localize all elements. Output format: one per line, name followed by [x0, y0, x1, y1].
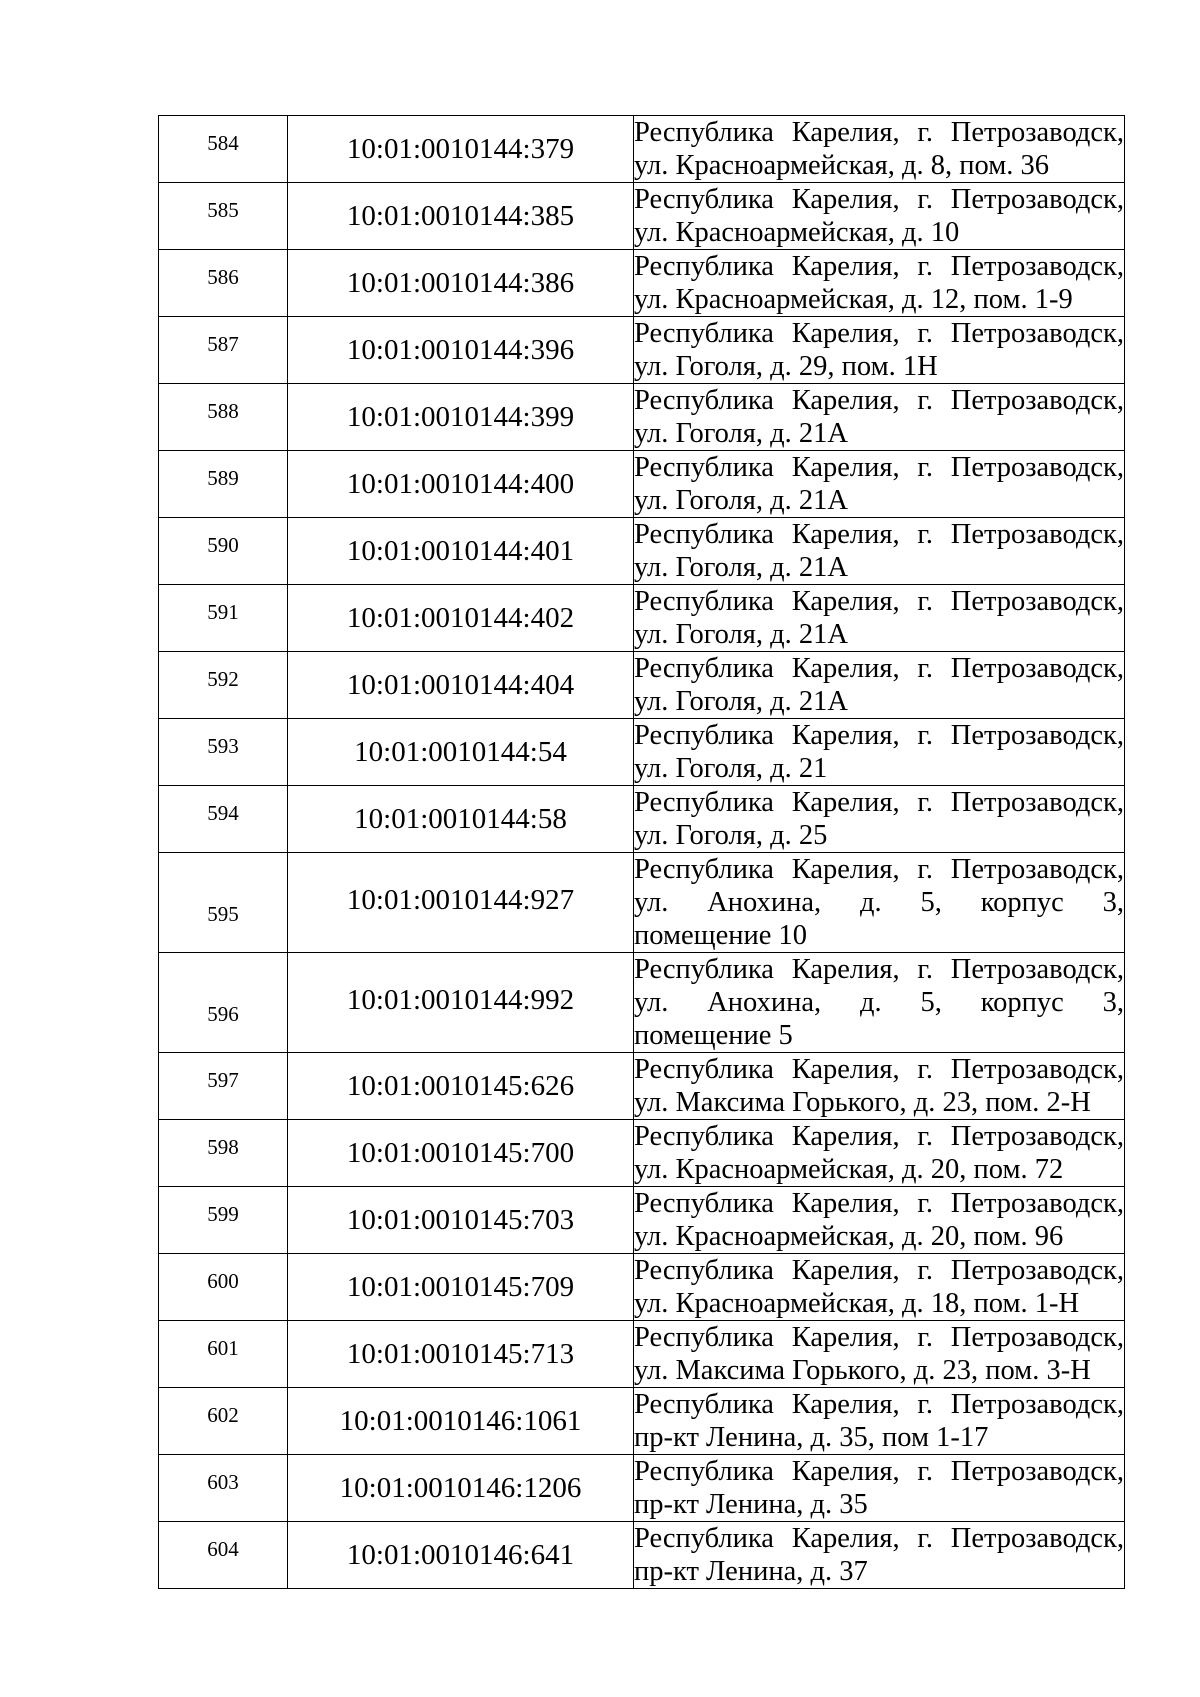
address-line: Республика Карелия, г. Петрозаводск, — [634, 1255, 1124, 1286]
row-number-cell — [159, 250, 288, 317]
row-number: 600 — [207, 1268, 239, 1293]
address-cell — [634, 1053, 1125, 1120]
address-line: помещение 10 — [634, 920, 808, 951]
cadastral-number-cell — [288, 183, 634, 250]
row-number: 599 — [207, 1201, 239, 1226]
address-line: Республика Карелия, г. Петрозаводск, — [634, 1188, 1124, 1219]
cadastral-number: 10:01:0010146:1206 — [339, 1471, 582, 1504]
cadastral-number: 10:01:0010144:927 — [346, 884, 575, 916]
address-cell — [634, 1187, 1125, 1254]
row-number: 595 — [207, 902, 239, 926]
cadastral-number-cell — [288, 585, 634, 652]
row-number-cell — [159, 1120, 288, 1187]
address-cell — [634, 1455, 1125, 1522]
address-line: ул. Гоголя, д. 21А — [634, 619, 848, 650]
cadastral-number-cell — [288, 786, 634, 853]
cadastral-number-cell — [288, 719, 634, 786]
table-row — [159, 1455, 1125, 1522]
address-cell — [634, 585, 1125, 652]
address-line: ул. Гоголя, д. 25 — [634, 820, 828, 851]
cadastral-number-cell — [288, 1388, 634, 1455]
row-number-cell — [159, 786, 288, 853]
row-number-cell — [159, 1455, 288, 1522]
address-line: Республика Карелия, г. Петрозаводск, — [634, 787, 1124, 818]
address-line: ул. Гоголя, д. 21А — [634, 552, 848, 583]
address-line: Республика Карелия, г. Петрозаводск, — [634, 385, 1124, 416]
row-number-cell — [159, 518, 288, 585]
address-cell — [634, 652, 1125, 719]
row-number-cell — [159, 451, 288, 518]
row-number: 587 — [207, 331, 239, 356]
table-row — [159, 183, 1125, 250]
cadastral-number-cell — [288, 1455, 634, 1522]
address-line: ул. Максима Горького, д. 23, пом. 3-Н — [634, 1355, 1091, 1386]
address-line: пр-кт Ленина, д. 35 — [634, 1489, 868, 1520]
row-number-cell — [159, 317, 288, 384]
address-line: пр-кт Ленина, д. 35, пом 1-17 — [634, 1422, 989, 1453]
address-cell — [634, 384, 1125, 451]
row-number: 593 — [207, 733, 239, 758]
table-row — [159, 719, 1125, 786]
row-number-cell — [159, 1187, 288, 1254]
address-line: ул. Красноармейская, д. 12, пом. 1-9 — [634, 284, 1073, 315]
row-number: 603 — [207, 1469, 239, 1494]
cadastral-number: 10:01:0010144:400 — [346, 467, 575, 500]
row-number-cell — [159, 953, 288, 1053]
cadastral-number: 10:01:0010144:399 — [346, 400, 575, 433]
row-number: 597 — [207, 1067, 239, 1092]
address-line: ул. Гоголя, д. 21А — [634, 418, 848, 449]
address-cell — [634, 1254, 1125, 1321]
address-line: Республика Карелия, г. Петрозаводск, — [634, 184, 1124, 215]
cadastral-number-cell — [288, 1522, 634, 1589]
row-number: 590 — [207, 532, 239, 557]
row-number: 598 — [207, 1134, 239, 1159]
cadastral-number: 10:01:0010144:385 — [346, 199, 575, 232]
row-number-cell — [159, 1254, 288, 1321]
address-line: ул. Гоголя, д. 29, пом. 1Н — [634, 351, 938, 382]
address-line: Республика Карелия, г. Петрозаводск, — [634, 720, 1124, 751]
address-cell — [634, 317, 1125, 384]
address-line: Республика Карелия, г. Петрозаводск, — [634, 519, 1124, 550]
cadastral-number-cell — [288, 1321, 634, 1388]
cadastral-number: 10:01:0010144:396 — [346, 333, 575, 366]
address-cell — [634, 116, 1125, 183]
address-line: ул. Красноармейская, д. 10 — [634, 217, 960, 248]
cadastral-number-cell — [288, 953, 634, 1053]
address-cell — [634, 451, 1125, 518]
address-line: Республика Карелия, г. Петрозаводск, — [634, 1456, 1124, 1487]
row-number-cell — [159, 585, 288, 652]
cadastral-number: 10:01:0010144:54 — [354, 735, 567, 768]
address-line: Республика Карелия, г. Петрозаводск, — [634, 1054, 1124, 1085]
address-cell — [634, 853, 1125, 953]
address-cell — [634, 1388, 1125, 1455]
table-row — [159, 1321, 1125, 1388]
table-row — [159, 1254, 1125, 1321]
cadastral-number: 10:01:0010144:992 — [346, 984, 575, 1016]
table-row — [159, 518, 1125, 585]
row-number-cell — [159, 384, 288, 451]
table-row — [159, 585, 1125, 652]
table-row — [159, 1187, 1125, 1254]
table-row — [159, 384, 1125, 451]
cadastral-number-cell — [288, 1120, 634, 1187]
address-line: Республика Карелия, г. Петрозаводск, — [634, 954, 1124, 985]
address-line: Республика Карелия, г. Петрозаводск, — [634, 586, 1124, 617]
cadastral-number: 10:01:0010144:386 — [346, 266, 575, 299]
row-number: 596 — [207, 1002, 239, 1026]
address-cell — [634, 953, 1125, 1053]
row-number-cell — [159, 1321, 288, 1388]
address-cell — [634, 786, 1125, 853]
cadastral-number-cell — [288, 317, 634, 384]
row-number-cell — [159, 183, 288, 250]
address-line: ул. Анохина, д. 5, корпус 3, — [634, 887, 1124, 918]
row-number-cell — [159, 719, 288, 786]
address-line: ул. Анохина, д. 5, корпус 3, — [634, 987, 1124, 1018]
address-line: Республика Карелия, г. Петрозаводск, — [634, 653, 1124, 684]
address-line: ул. Гоголя, д. 21А — [634, 686, 848, 717]
cadastral-number: 10:01:0010144:58 — [354, 802, 567, 835]
cadastral-number: 10:01:0010145:713 — [346, 1337, 575, 1370]
table-body — [159, 116, 1125, 1589]
row-number-cell — [159, 1388, 288, 1455]
address-line: ул. Красноармейская, д. 18, пом. 1-Н — [634, 1288, 1080, 1319]
row-number: 588 — [207, 398, 239, 423]
address-line: ул. Красноармейская, д. 20, пом. 96 — [634, 1221, 1064, 1252]
address-line: ул. Гоголя, д. 21 — [634, 753, 828, 784]
row-number: 602 — [207, 1402, 239, 1427]
address-line: Республика Карелия, г. Петрозаводск, — [634, 1322, 1124, 1353]
table-row — [159, 1522, 1125, 1589]
address-line: пр-кт Ленина, д. 37 — [634, 1556, 868, 1587]
table-row — [159, 250, 1125, 317]
row-number: 591 — [207, 599, 239, 624]
property-table — [158, 115, 1125, 1589]
address-line: Республика Карелия, г. Петрозаводск, — [634, 452, 1124, 483]
row-number: 604 — [207, 1536, 239, 1561]
address-line: ул. Красноармейская, д. 20, пом. 72 — [634, 1154, 1064, 1185]
table-row — [159, 853, 1125, 953]
table-row — [159, 1388, 1125, 1455]
address-cell — [634, 183, 1125, 250]
row-number-cell — [159, 116, 288, 183]
cadastral-number: 10:01:0010144:401 — [346, 534, 575, 567]
cadastral-number-cell — [288, 652, 634, 719]
table-row — [159, 317, 1125, 384]
cadastral-number-cell — [288, 1187, 634, 1254]
cadastral-number: 10:01:0010144:379 — [346, 132, 575, 165]
cadastral-number-cell — [288, 250, 634, 317]
address-line: помещение 5 — [634, 1020, 793, 1051]
table-row — [159, 1120, 1125, 1187]
table-row — [159, 786, 1125, 853]
row-number: 584 — [207, 130, 239, 155]
table-row — [159, 451, 1125, 518]
address-cell — [634, 518, 1125, 585]
address-cell — [634, 1120, 1125, 1187]
cadastral-number: 10:01:0010144:402 — [346, 601, 575, 634]
cadastral-number-cell — [288, 384, 634, 451]
address-line: ул. Красноармейская, д. 8, пом. 36 — [634, 150, 1050, 181]
address-line: Республика Карелия, г. Петрозаводск, — [634, 117, 1124, 148]
row-number-cell — [159, 652, 288, 719]
row-number-cell — [159, 853, 288, 953]
row-number: 589 — [207, 465, 239, 490]
table-row — [159, 953, 1125, 1053]
row-number: 592 — [207, 666, 239, 691]
cadastral-number: 10:01:0010145:703 — [346, 1203, 575, 1236]
row-number-cell — [159, 1053, 288, 1120]
cadastral-number-cell — [288, 116, 634, 183]
table-row — [159, 652, 1125, 719]
address-line: Республика Карелия, г. Петрозаводск, — [634, 318, 1124, 349]
cadastral-number-cell — [288, 853, 634, 953]
address-cell — [634, 1321, 1125, 1388]
cadastral-number: 10:01:0010146:641 — [346, 1538, 575, 1571]
row-number-cell — [159, 1522, 288, 1589]
cadastral-number: 10:01:0010146:1061 — [339, 1404, 582, 1437]
cadastral-number-cell — [288, 518, 634, 585]
address-line: Республика Карелия, г. Петрозаводск, — [634, 1389, 1124, 1420]
address-line: ул. Гоголя, д. 21А — [634, 485, 848, 516]
address-cell — [634, 250, 1125, 317]
address-line: Республика Карелия, г. Петрозаводск, — [634, 251, 1124, 282]
cadastral-number: 10:01:0010145:700 — [346, 1136, 575, 1169]
address-line: ул. Максима Горького, д. 23, пом. 2-Н — [634, 1087, 1091, 1118]
cadastral-number-cell — [288, 451, 634, 518]
row-number: 594 — [207, 800, 239, 825]
row-number: 585 — [207, 197, 239, 222]
cadastral-number: 10:01:0010145:709 — [346, 1270, 575, 1303]
cadastral-number: 10:01:0010145:626 — [346, 1069, 575, 1102]
address-line: Республика Карелия, г. Петрозаводск, — [634, 1523, 1124, 1554]
cadastral-number: 10:01:0010144:404 — [346, 668, 575, 701]
address-cell — [634, 1522, 1125, 1589]
address-line: Республика Карелия, г. Петрозаводск, — [634, 1121, 1124, 1152]
cadastral-number-cell — [288, 1053, 634, 1120]
table-row — [159, 1053, 1125, 1120]
cadastral-number-cell — [288, 1254, 634, 1321]
address-line: Республика Карелия, г. Петрозаводск, — [634, 854, 1124, 885]
address-cell — [634, 719, 1125, 786]
row-number: 601 — [207, 1335, 239, 1360]
table-row — [159, 116, 1125, 183]
row-number: 586 — [207, 264, 239, 289]
